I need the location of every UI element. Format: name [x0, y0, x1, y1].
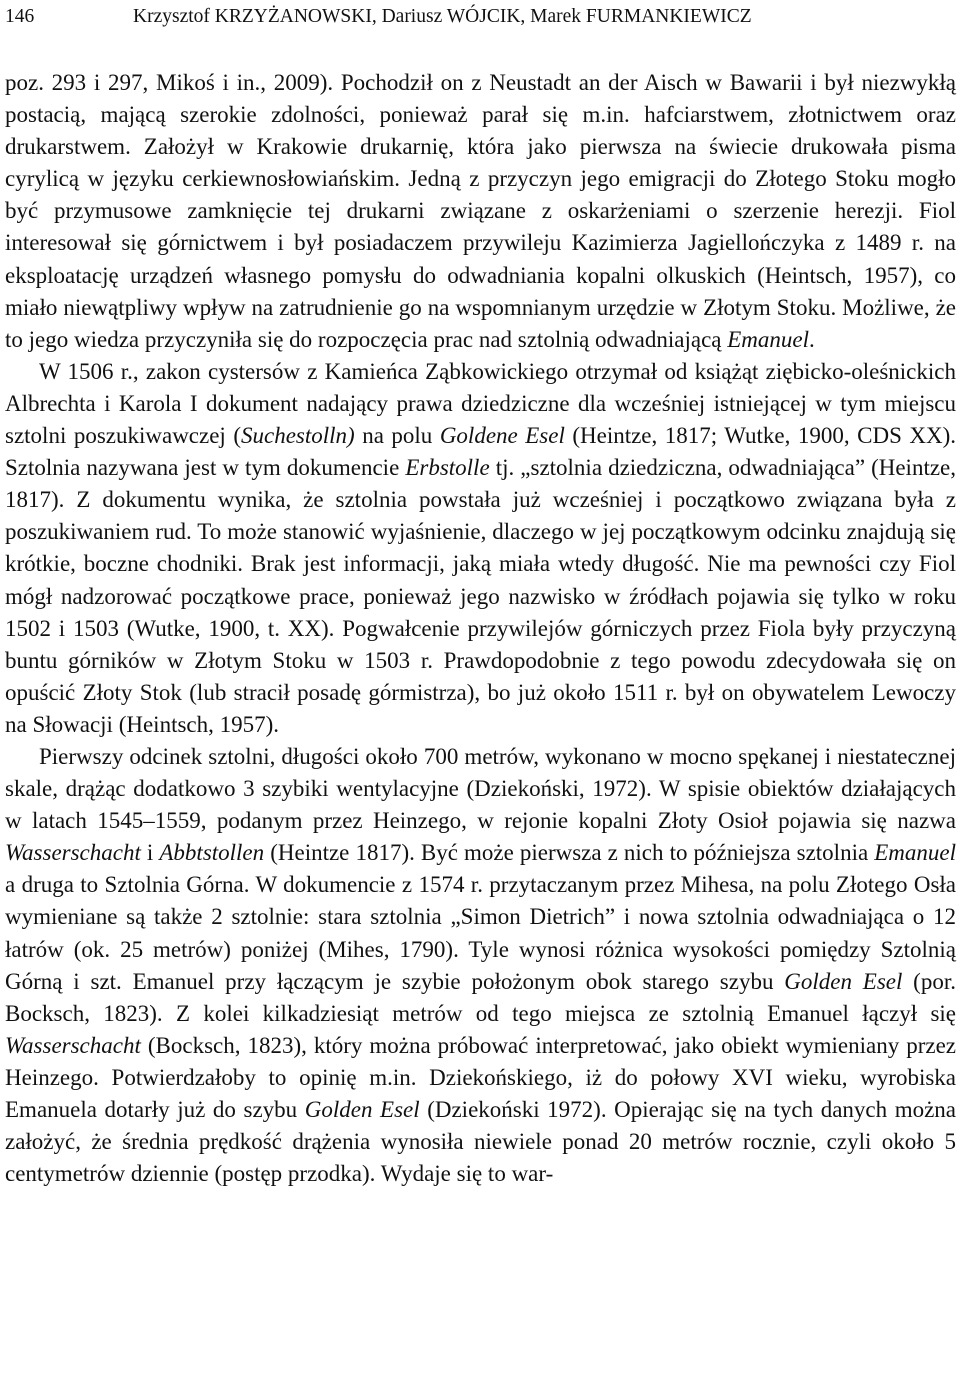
italic-text-run: Suchestolln)	[241, 423, 355, 449]
text-run: i	[140, 840, 160, 866]
text-run: na polu	[354, 423, 440, 449]
italic-text-run: Wasserschacht	[5, 840, 141, 866]
page-number: 146	[5, 6, 35, 27]
text-run: W 1506 r., zakon cystersów z Kamieńca Ząbkowickiego otrzymał od książąt ziębicko-oleśnickich Albrechta i Karola I dokument nadający prawa dziedziczne dla wcześniej istniejącej w tym miejscu sztolni poszukiwawczej (	[5, 358, 956, 449]
italic-text-run: Abbtstollen	[159, 840, 265, 866]
text-run: .	[809, 326, 815, 352]
paragraph	[5, 741, 956, 1190]
italic-text-run: Golden Esel	[304, 1097, 420, 1122]
text-run: (Dziekoński 1972). Opierając się na tych danych można założyć, że średnia prędkość drążenia wynosiła niewiele ponad 20 metrów rocznie, czyli około 5 centymetrów dziennie (postęp przodka). Wydaje się to war-	[5, 1097, 956, 1187]
text-run: Pierwszy odcinek sztolni, długości około 700 metrów, wykonano w mocno spękanej i niestatecznej skale, drążąc dodatkowo 3 szybiki wentylacyjne (Dziekoński, 1972). W spisie obiektów działających w latach 1545–1559, podanym przez Heinzego, w rejonie kopalni Złoty Osioł pojawia się nazwa	[5, 743, 956, 834]
italic-text-run: Emanuel	[874, 840, 956, 866]
text-run: a druga to Sztolnia Górna. W dokumencie z 1574 r. przytaczanym przez Mihesa, na polu Złotego Osła wymieniane są także 2 sztolnie: stara sztolnia „Simon Dietrich” i nowa sztolnia odwadniająca o 12 łatrów (ok. 25 metrów) poniżej (Mihes, 1790). Tyle wynosi różnica wysokości pomiędzy Sztolnią Górną i szt. Emanuel przy łączącym je szybie położonym obok starego szybu	[5, 872, 956, 994]
running-header	[5, 4, 752, 30]
text-run: (por. Bocksch, 1823). Z kolei kilkadziesiąt metrów od tego miejsca ze sztolnią Emanuel łączył się	[5, 968, 956, 1026]
header-authors: Krzysztof KRZYŻANOWSKI, Dariusz WÓJCIK, Marek FURMANKIEWICZ	[133, 6, 752, 27]
italic-text-run: Emanuel	[727, 326, 810, 352]
italic-text-run: Goldene Esel	[439, 423, 565, 449]
text-run: tj. „sztolnia dziedziczna, odwadniająca” (Heintze, 1817). Z dokumentu wynika, że sztolnia powstała już wcześniej i początkowo związana była z poszukiwaniem rud. To może stanowić wyjaśnienie, dlaczego w jej początkowym odcinku znajdują się krótkie, boczne chodniki. Brak jest informacji, jaką miała wtedy długość. Nie ma pewności czy Fiol mógł nadzorować początkowe prace, ponieważ jego nazwisko w źródłach pojawia się tylko w roku 1502 i 1503 (Wutke, 1900, t. XX). Pogwałcenie przywilejów górniczych przez Fiola były przyczyną buntu górników w Złotym Stoku w 1503 r. Prawdopodobnie z tego powodu zdecydowała się on opuścić Złoty Stok (lub stracił posadę górmistrza), bo już około 1511 r. był on obywatelem Lewoczy na Słowacji (Heintsch, 1957).	[5, 455, 957, 737]
body-text	[5, 67, 956, 1190]
text-run: poz. 293 i 297, Mikoś i in., 2009). Pochodził on z Neustadt an der Aisch w Bawarii i był niezwykłą postacią, mającą szerokie zdolności, ponieważ parał się m.in. hafciarstwem, złotnictwem oraz drukarstwem. Założył w Krakowie drukarnię, która jako pierwsza na świecie drukowała pisma cyrylicą w języku cerkiewnosłowiańskim. Jedną z przyczyn jego emigracji do Złotego Stoku mogło być przymusowe zamknięcie tej drukarni związane z oskarżeniami o szerzenie herezji. Fiol interesował się górnictwem i był posiadaczem przywileju Kazimierza Jagiellończyka z 1489 r. na eksploatację urządzeń własnego pomysłu do odwadniania kopalni olkuskich (Heintsch, 1957), co miało niewątpliwy wpływ na zatrudnienie go na wspomnianym urzędzie w Złotym Stoku. Możliwe, że to jego wiedza przyczyniła się do rozpoczęcia prac nad sztolnią odwadniającą	[5, 70, 956, 352]
text-run: (Bocksch, 1823), który można próbować interpretować, jako obiekt wymieniany przez Heinzego. Potwierdzałoby to opinię m.in. Dziekońskiego, iż do połowy XVI wieku, wyrobiska Emanuela dotarły już do szybu	[5, 1032, 956, 1122]
text-run: (Heintze 1817). Być może pierwsza z nich to późniejsza sztolnia	[264, 840, 875, 866]
paragraph	[5, 356, 956, 741]
italic-text-run: Erbstolle	[405, 455, 490, 481]
text-run: (Heintze, 1817; Wutke, 1900, CDS XX). Sztolnia nazywana jest w tym dokumencie	[5, 423, 957, 481]
italic-text-run: Wasserschacht	[5, 1032, 141, 1058]
italic-text-run: Golden Esel	[784, 968, 903, 994]
paragraph	[5, 67, 956, 356]
